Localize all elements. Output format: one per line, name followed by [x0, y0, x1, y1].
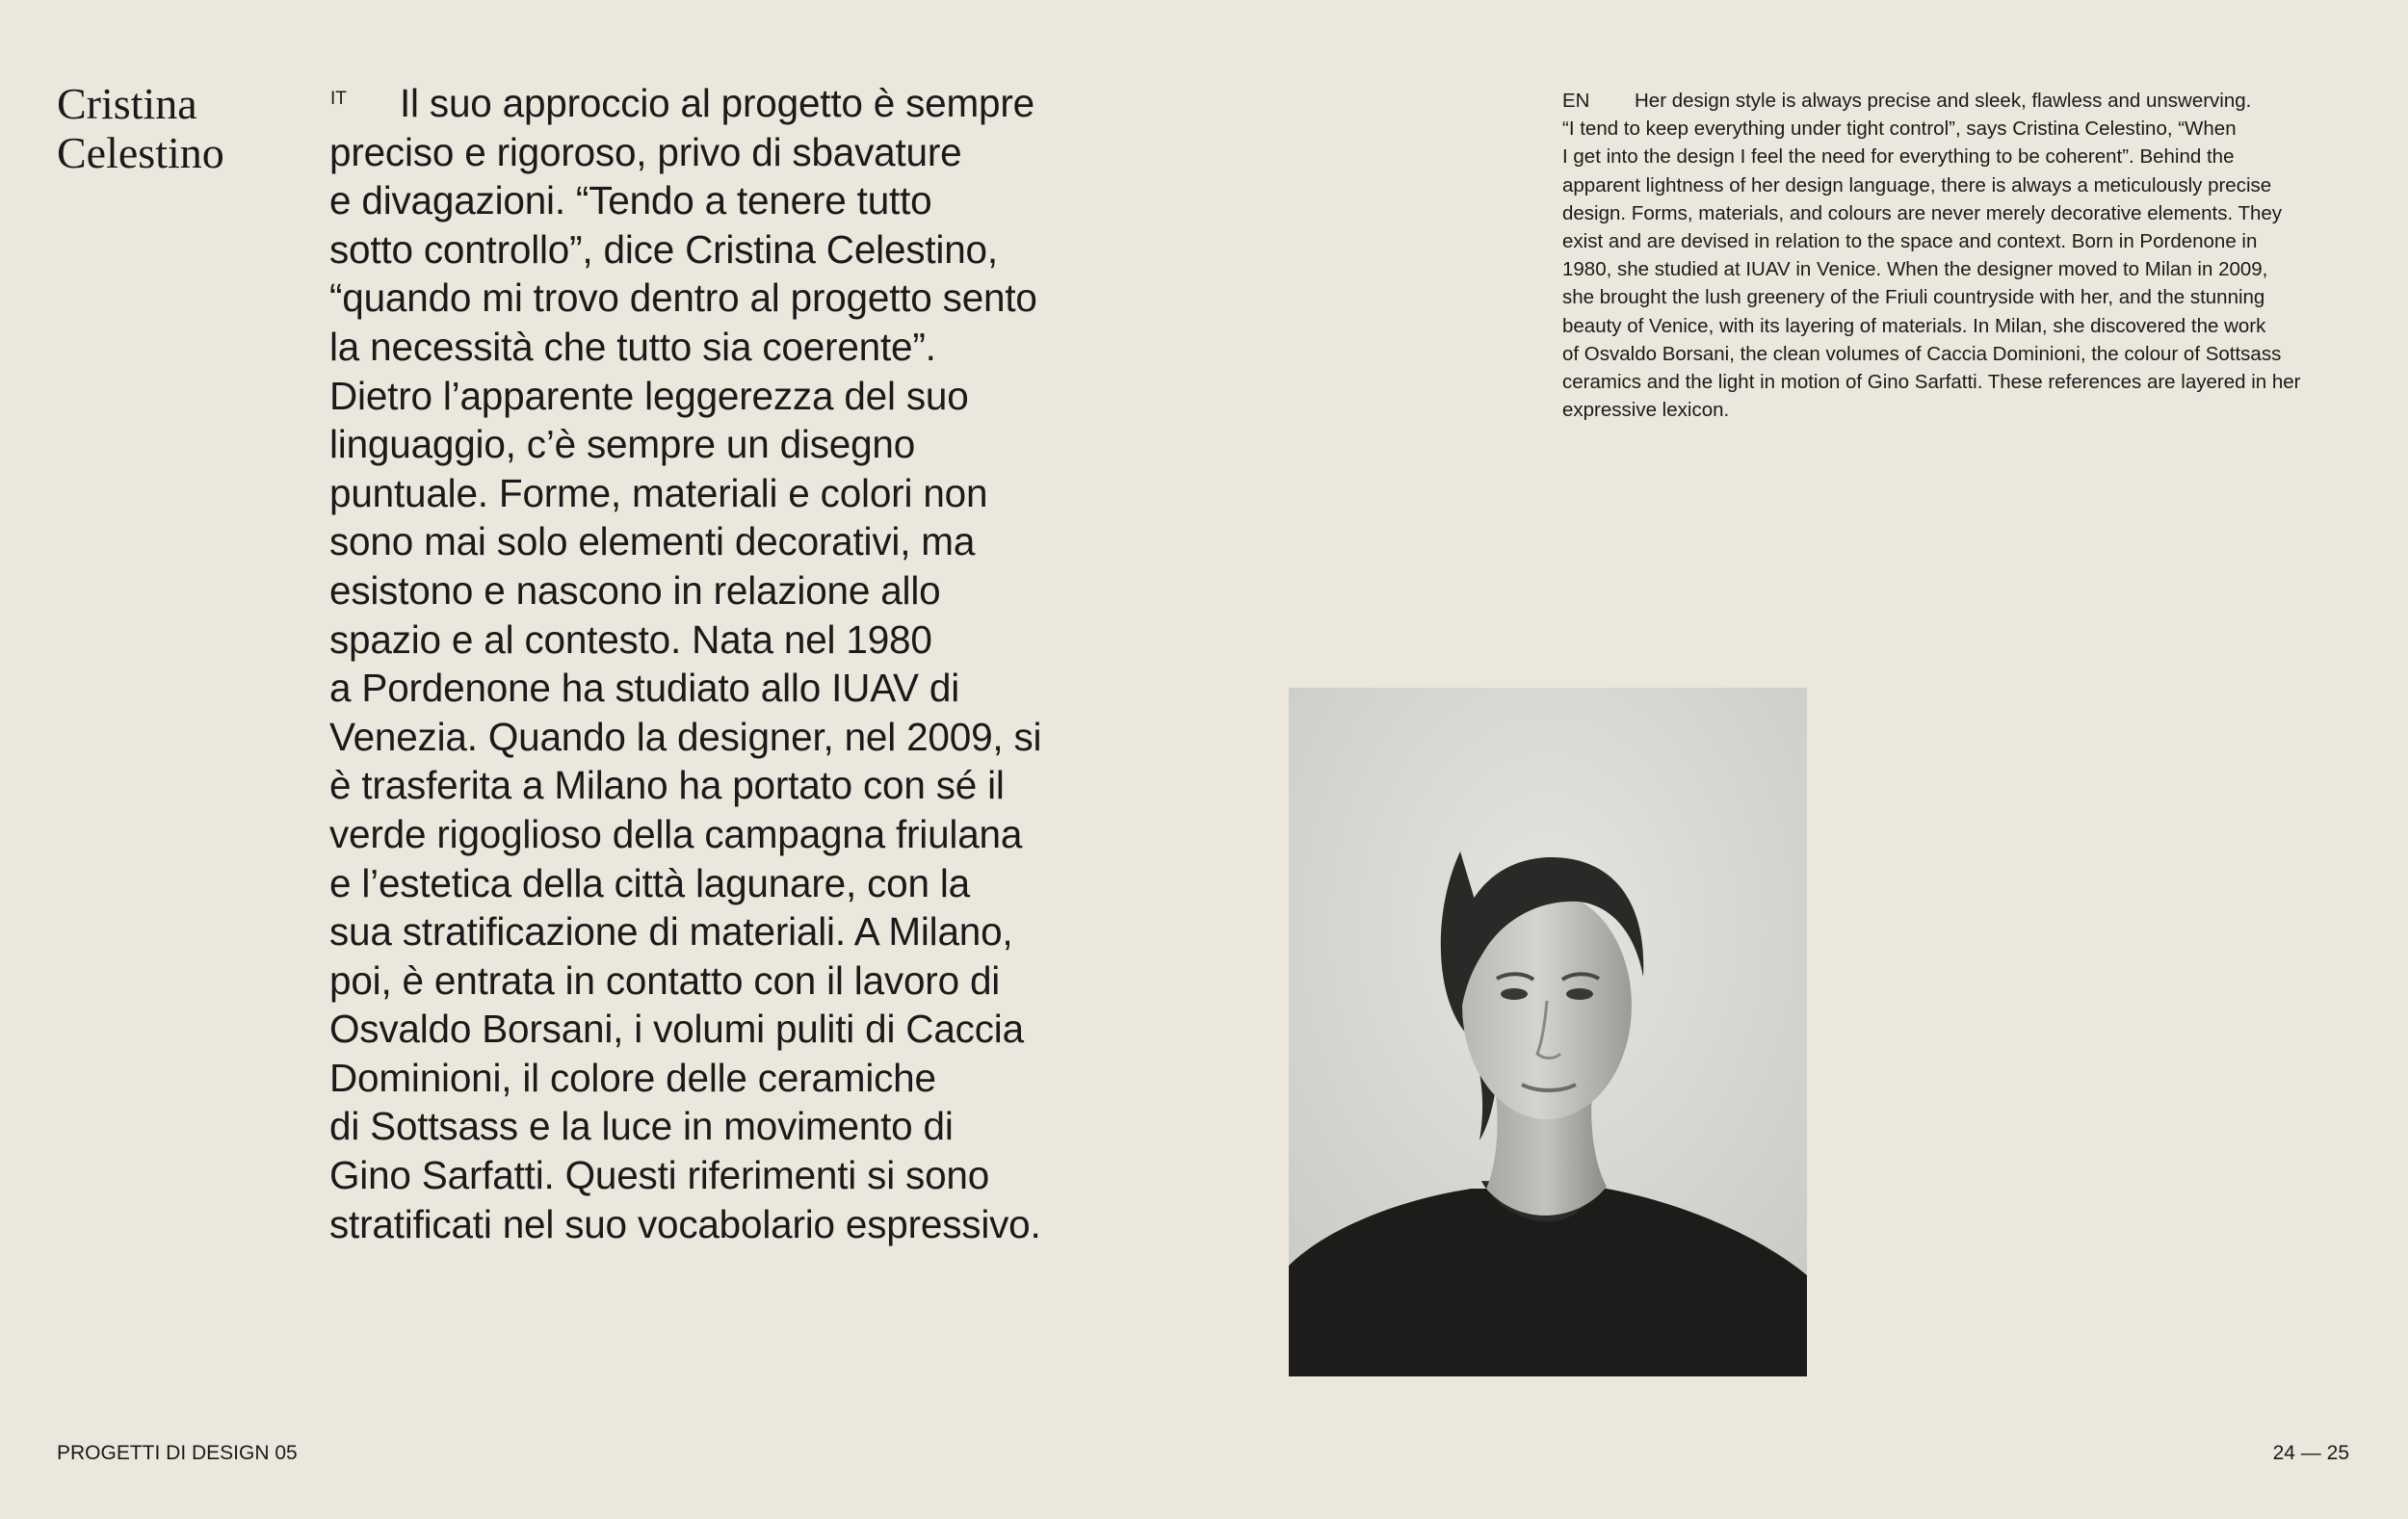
page-numbers: 24 — 25	[2272, 1442, 2349, 1464]
english-line: 1980, she studied at IUAV in Venice. When the designer moved to Milan in 2009,	[1562, 258, 2268, 281]
italian-line: sono mai solo elementi decorativi, ma	[329, 519, 976, 564]
italian-line: Venezia. Quando la designer, nel 2009, si	[329, 714, 1042, 759]
italian-line: e divagazioni. “Tendo a tenere tutto	[329, 178, 932, 223]
italian-line: sua stratificazione di materiali. A Milano,	[329, 909, 1013, 955]
italian-line: la necessità che tutto sia coerente”.	[329, 324, 936, 369]
portrait-illustration	[1289, 688, 1807, 1376]
english-line: of Osvaldo Borsani, the clean volumes of Caccia Dominioni, the colour of Sottsass	[1562, 342, 2282, 365]
italian-line: verde rigoglioso della campagna friulana	[329, 811, 1023, 856]
english-line: exist and are devised in relation to the space and context. Born in Pordenone in	[1562, 230, 2258, 253]
english-body-text	[1562, 87, 2362, 424]
italian-line: è trasferita a Milano ha portato con sé il	[329, 763, 1005, 808]
publication-title: PROGETTI DI DESIGN 05	[57, 1442, 298, 1464]
italian-line: Gino Sarfatti. Questi riferimenti si sono	[329, 1153, 990, 1198]
english-line: I get into the design I feel the need for everything to be coherent”. Behind the	[1562, 145, 2235, 169]
italian-line: esistono e nascono in relazione allo	[329, 567, 941, 613]
italian-line: preciso e rigoroso, privo di sbavature	[329, 129, 962, 174]
english-line: ceramics and the light in motion of Gino Sarfatti. These references are layered in her	[1562, 371, 2301, 394]
italian-line: e l’estetica della città lagunare, con la	[329, 860, 970, 905]
italian-line: a Pordenone ha studiato allo IUAV di	[329, 666, 959, 711]
italian-body-text	[329, 79, 1129, 1248]
italian-line: Dominioni, il colore delle ceramiche	[329, 1055, 936, 1100]
italian-line: spazio e al contesto. Nata nel 1980	[329, 616, 932, 662]
english-line: Her design style is always precise and sleek, flawless and unswerving.	[1635, 90, 2252, 112]
italian-line: sotto controllo”, dice Cristina Celestino,	[329, 226, 998, 272]
italian-line: Osvaldo Borsani, i volumi puliti di Caccia	[329, 1007, 1024, 1052]
english-line: apparent lightness of her design language, there is always a meticulously precise	[1562, 173, 2272, 196]
italian-line: Dietro l’apparente leggerezza del suo	[329, 373, 969, 418]
italian-line: puntuale. Forme, materiali e colori non	[329, 470, 988, 515]
english-line: expressive lexicon.	[1562, 399, 1730, 422]
english-line: design. Forms, materials, and colours are never merely decorative elements. They	[1562, 201, 2283, 224]
english-language-tag: EN	[1562, 90, 1590, 112]
english-line: “I tend to keep everything under tight control”, says Cristina Celestino, “When	[1562, 118, 2237, 141]
italian-line: poi, è entrata in contatto con il lavoro di	[329, 957, 1001, 1003]
english-line: beauty of Venice, with its layering of materials. In Milan, she discovered the work	[1562, 314, 2266, 337]
italian-language-tag: IT	[330, 89, 347, 109]
english-line: she brought the lush greenery of the Friuli countryside with her, and the stunning	[1562, 286, 2265, 309]
italian-line: stratificati nel suo vocabolario espressivo.	[329, 1201, 1041, 1246]
italian-line: linguaggio, c’è sempre un disegno	[329, 422, 916, 467]
portrait-photo	[1289, 688, 1807, 1376]
author-name	[57, 79, 307, 177]
italian-line: “quando mi trovo dentro al progetto sento	[329, 275, 1037, 321]
author-first-name: Cristina	[57, 79, 197, 128]
italian-line: Il suo approccio al progetto è sempre	[400, 81, 1034, 125]
author-last-name: Celestino	[57, 128, 224, 177]
italian-line: di Sottsass e la luce in movimento di	[329, 1104, 954, 1149]
